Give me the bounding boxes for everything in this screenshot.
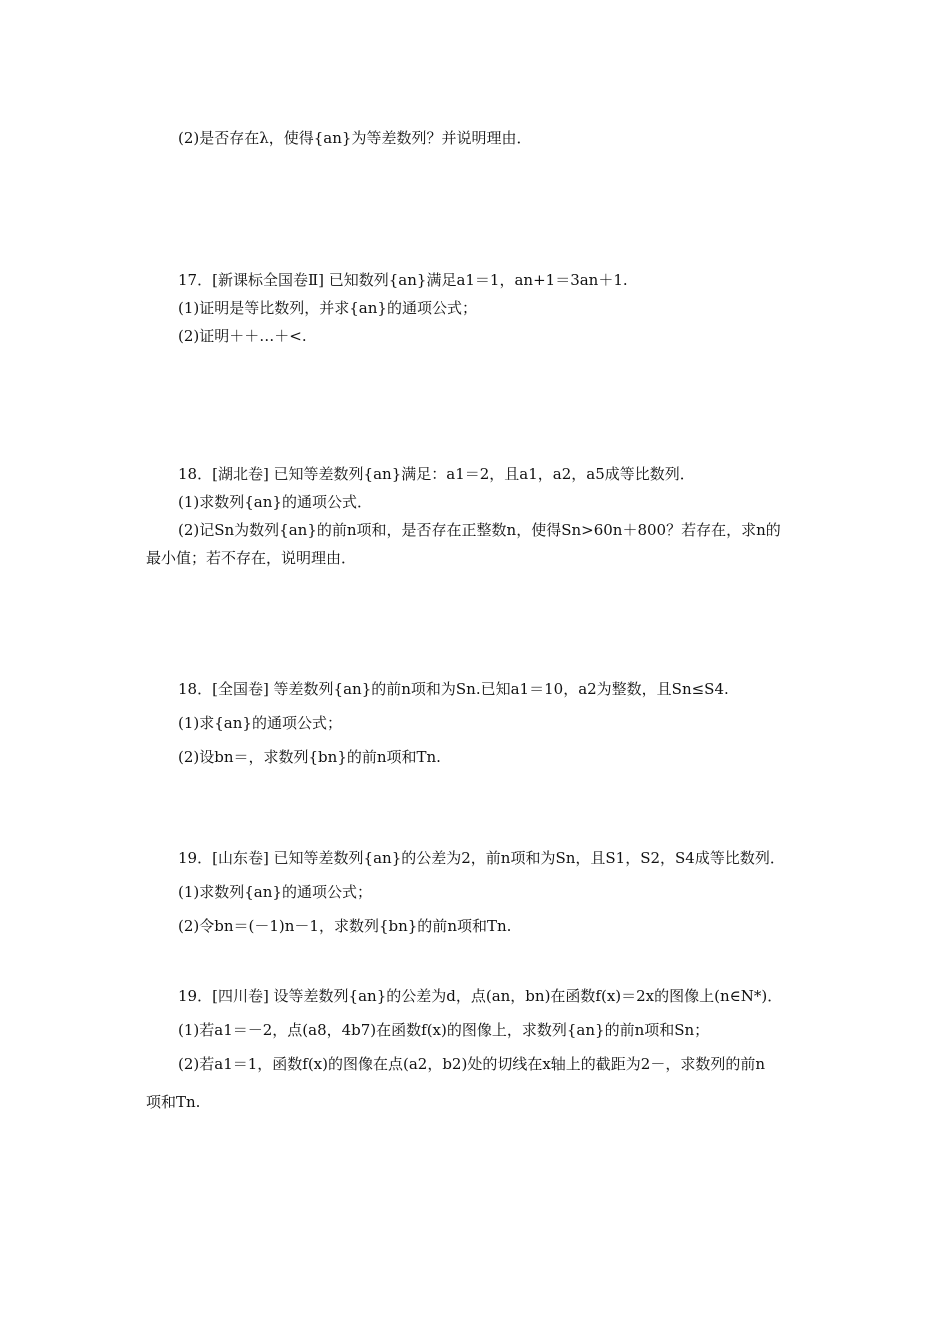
- text-line: (2)是否存在λ，使得{an}为等差数列？并说明理由．: [178, 129, 532, 147]
- text-line: (1)求数列{an}的通项公式；: [178, 883, 372, 901]
- text-line: 最小值；若不存在，说明理由．: [146, 549, 357, 567]
- problem-heading: 19．[山东卷] 已知等差数列{an}的公差为2，前n项和为Sn，且S1，S2，S4成等比数列．: [178, 849, 785, 867]
- text-line: (1)求{an}的通项公式；: [178, 714, 342, 732]
- problem-heading: 17．[新课标全国卷Ⅱ] 已知数列{an}满足a1＝1，an+1＝3an＋1.: [178, 271, 628, 289]
- problem-heading: 19．[四川卷] 设等差数列{an}的公差为d，点(an，bn)在函数f(x)＝2x的图像上(n∈N*)．: [178, 987, 783, 1005]
- text-line: (2)令bn＝(－1)n－1，求数列{bn}的前n项和Tn.: [178, 917, 512, 935]
- text-line: (1)若a1＝－2，点(a8，4b7)在函数f(x)的图像上，求数列{an}的前n项和Sn；: [178, 1021, 710, 1039]
- text-line: (2)记Sn为数列{an}的前n项和，是否存在正整数n，使得Sn>60n＋800？若存在，求n的: [178, 521, 781, 539]
- problem-heading: 18．[湖北卷] 已知等差数列{an}满足：a1＝2，且a1，a2，a5成等比数列．: [178, 465, 695, 483]
- problem-heading: 18．[全国卷] 等差数列{an}的前n项和为Sn.已知a1＝10，a2为整数，且Sn≤S4.: [178, 680, 729, 698]
- text-line: 项和Tn.: [146, 1093, 201, 1111]
- text-line: (2)若a1＝1，函数f(x)的图像在点(a2，b2)处的切线在x轴上的截距为2－，求数列的前n: [178, 1055, 765, 1073]
- text-line: (1)证明是等比数列，并求{an}的通项公式；: [178, 299, 477, 317]
- text-line: (1)求数列{an}的通项公式．: [178, 493, 372, 511]
- text-line: (2)证明＋＋…＋<.: [178, 327, 307, 345]
- text-line: (2)设bn＝，求数列{bn}的前n项和Tn.: [178, 748, 441, 766]
